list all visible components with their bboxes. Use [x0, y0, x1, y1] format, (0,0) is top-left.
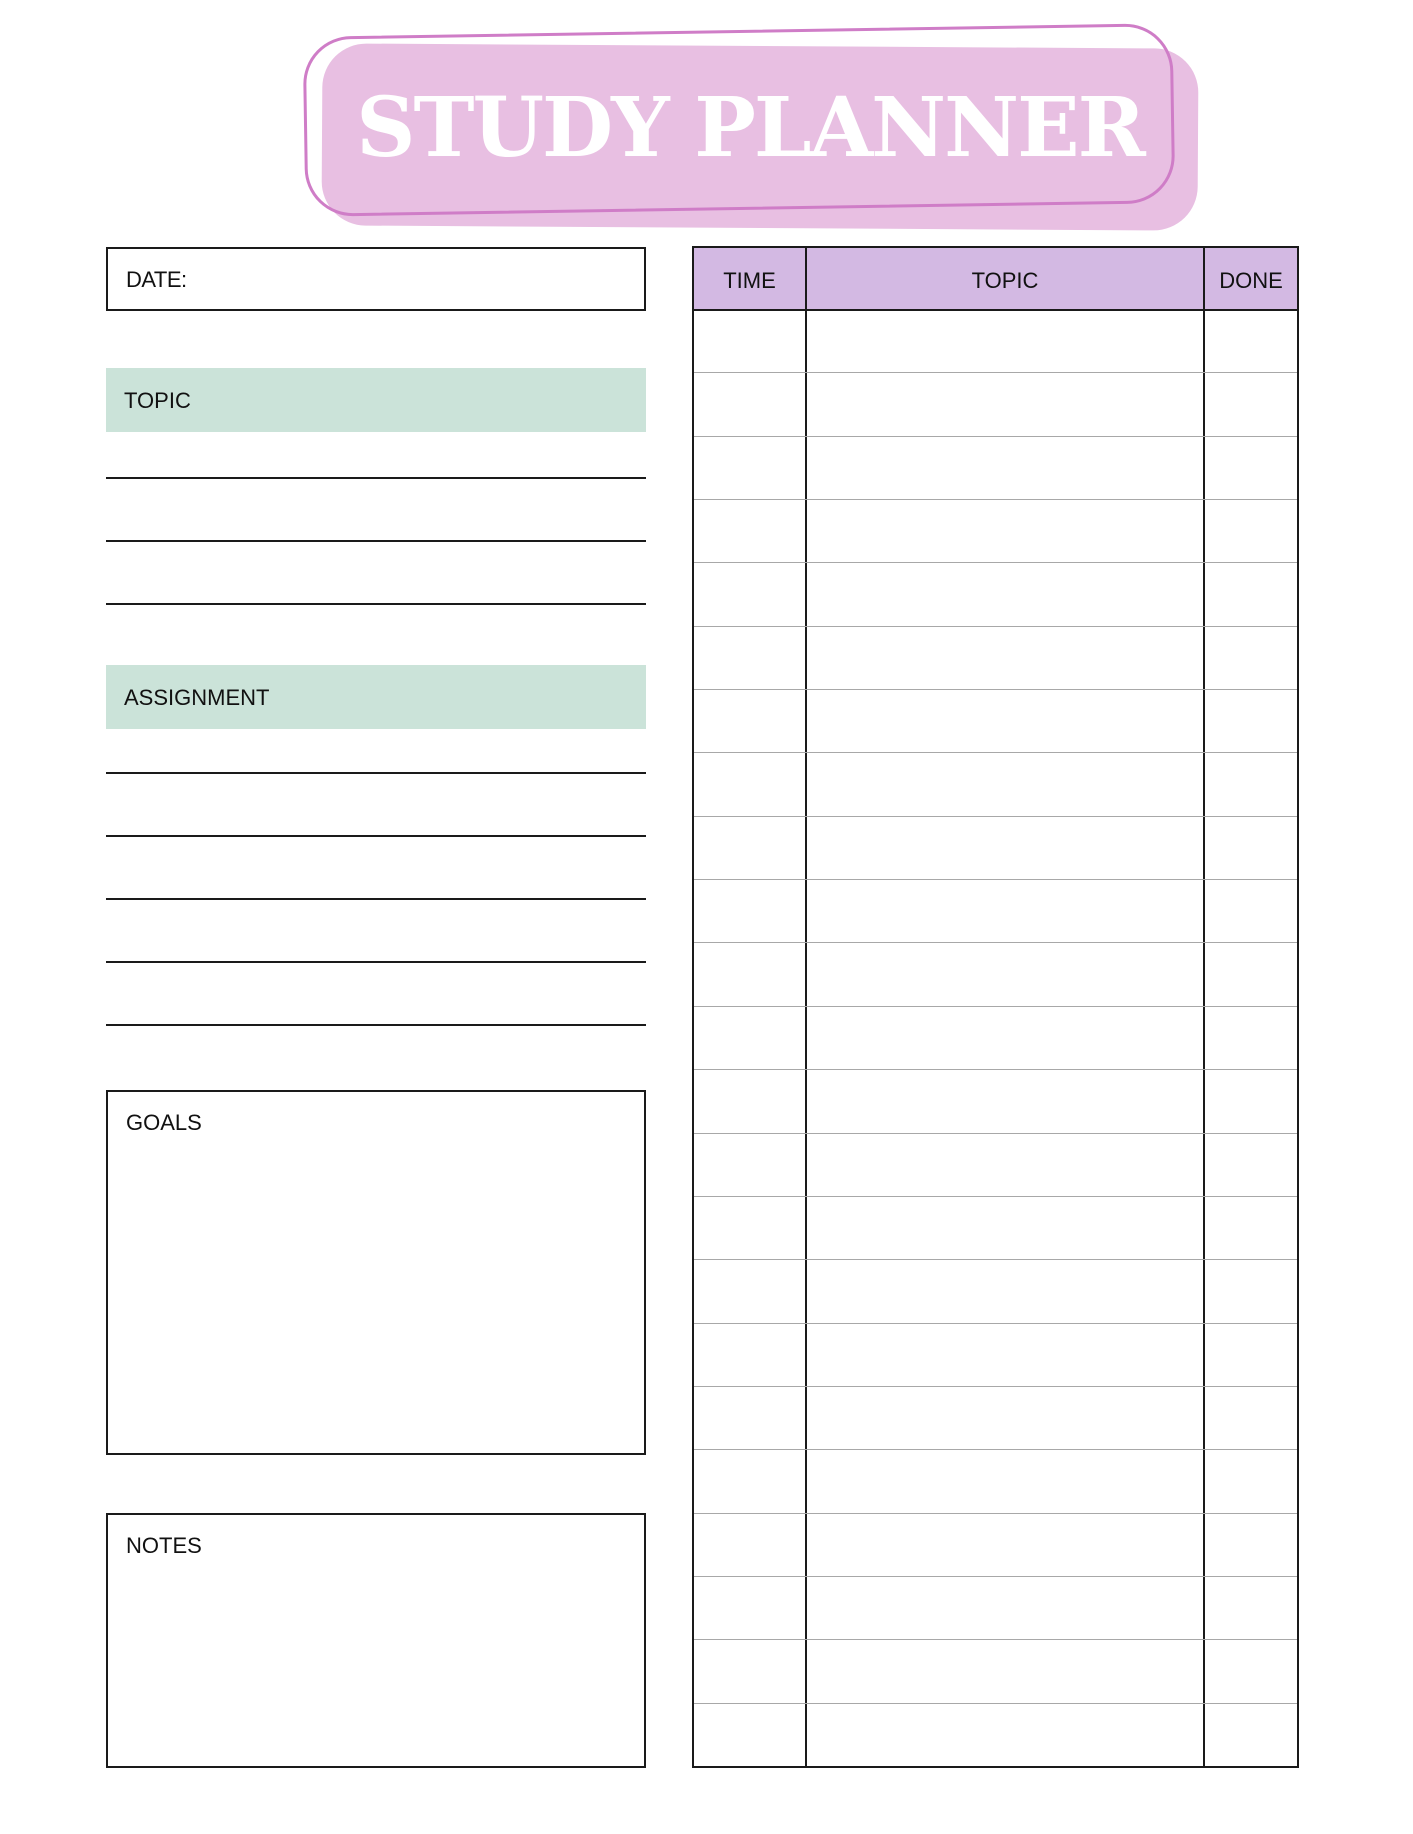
schedule-row-line — [694, 1386, 1297, 1387]
title-banner — [300, 22, 1200, 232]
assignment-writing-line-2[interactable] — [106, 835, 646, 837]
goals-box[interactable] — [106, 1090, 646, 1455]
schedule-table — [692, 246, 1299, 1768]
notes-box[interactable] — [106, 1513, 646, 1768]
column-header-done: DONE — [1219, 268, 1283, 293]
assignment-writing-line-5[interactable] — [106, 1024, 646, 1026]
schedule-row-line — [694, 942, 1297, 943]
goals-label: GOALS — [126, 1110, 202, 1135]
schedule-table-header — [694, 248, 1297, 311]
topic-writing-line-3[interactable] — [106, 603, 646, 605]
topic-section-header — [106, 368, 646, 432]
schedule-row-line — [694, 1196, 1297, 1197]
assignment-writing-line-4[interactable] — [106, 961, 646, 963]
schedule-row-line — [694, 1006, 1297, 1007]
assignment-section-header — [106, 665, 646, 729]
schedule-row-line — [694, 626, 1297, 627]
schedule-row-line — [694, 1703, 1297, 1704]
topic-label: TOPIC — [124, 388, 191, 413]
schedule-row-line — [694, 1576, 1297, 1577]
assignment-writing-line-3[interactable] — [106, 898, 646, 900]
notes-label: NOTES — [126, 1533, 202, 1558]
schedule-row-line — [694, 372, 1297, 373]
schedule-row-line — [694, 1069, 1297, 1070]
schedule-row-line — [694, 689, 1297, 690]
column-divider-done — [1203, 248, 1205, 1766]
assignment-label: ASSIGNMENT — [124, 685, 270, 710]
schedule-row-line — [694, 752, 1297, 753]
schedule-row-line — [694, 562, 1297, 563]
schedule-row-line — [694, 1133, 1297, 1134]
column-header-topic: TOPIC — [971, 268, 1039, 293]
schedule-row-line — [694, 499, 1297, 500]
schedule-row-line — [694, 1449, 1297, 1450]
topic-writing-line-2[interactable] — [106, 540, 646, 542]
date-label: DATE: — [126, 267, 187, 292]
schedule-row-line — [694, 879, 1297, 880]
schedule-row-line — [694, 816, 1297, 817]
schedule-row-line — [694, 1259, 1297, 1260]
schedule-row-line — [694, 1323, 1297, 1324]
schedule-row-line — [694, 1639, 1297, 1640]
topic-writing-line-1[interactable] — [106, 477, 646, 479]
schedule-row-line — [694, 1513, 1297, 1514]
column-header-time: TIME — [723, 268, 776, 293]
assignment-writing-line-1[interactable] — [106, 772, 646, 774]
column-divider-time — [805, 248, 807, 1766]
schedule-row-line — [694, 436, 1297, 437]
date-field[interactable] — [106, 247, 646, 311]
page-title: STUDY PLANNER — [356, 80, 1144, 176]
